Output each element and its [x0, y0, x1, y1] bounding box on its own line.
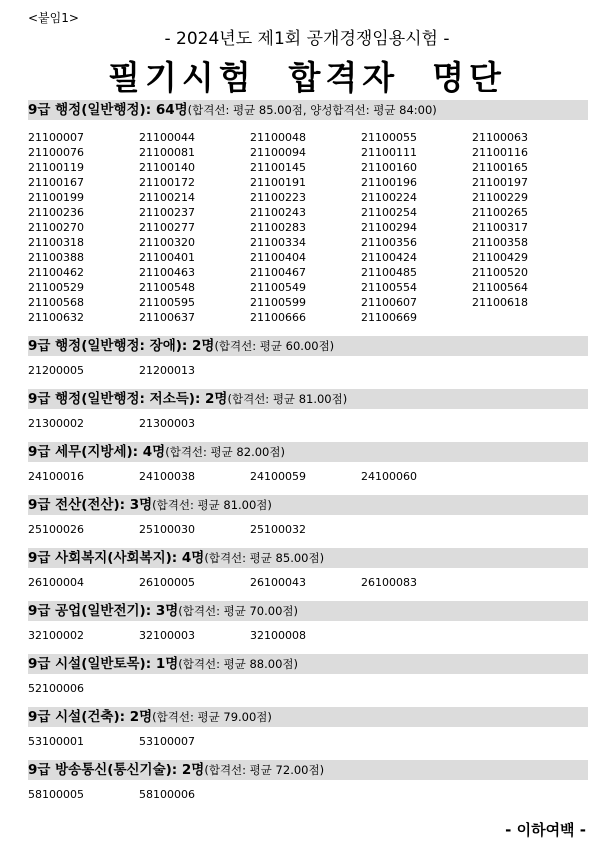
candidate-id: 21100529	[28, 281, 84, 294]
section-title: 9급 세무(지방세): 4명	[28, 444, 166, 460]
candidate-id: 21100254	[361, 206, 417, 219]
candidate-id: 21100666	[250, 311, 306, 324]
candidate-id: 21100165	[472, 161, 528, 174]
candidate-id: 21100048	[250, 131, 306, 144]
section-header	[28, 389, 588, 409]
candidate-id: 21100265	[472, 206, 528, 219]
candidate-id: 21100007	[28, 131, 84, 144]
candidate-id: 32100003	[139, 629, 195, 642]
candidate-id: 21100568	[28, 296, 84, 309]
candidate-id: 21100224	[361, 191, 417, 204]
candidate-id: 26100043	[250, 576, 306, 589]
candidate-id: 21100160	[361, 161, 417, 174]
candidate-id: 25100032	[250, 523, 306, 536]
result-section	[28, 389, 588, 442]
cutoff-note: (합격선: 평균 81.00점)	[227, 392, 348, 406]
candidate-id: 21100463	[139, 266, 195, 279]
candidate-id: 21100607	[361, 296, 417, 309]
candidate-id: 21100424	[361, 251, 417, 264]
candidate-id: 24100060	[361, 470, 417, 483]
candidate-id: 26100005	[139, 576, 195, 589]
candidate-id-list	[28, 674, 588, 707]
candidate-id: 26100083	[361, 576, 417, 589]
result-section	[28, 707, 588, 760]
cutoff-note: (합격선: 평균 85.00점)	[204, 551, 325, 565]
section-header	[28, 336, 588, 356]
document-subtitle: - 2024년도 제1회 공개경쟁임용시험 -	[164, 29, 450, 49]
candidate-id: 32100008	[250, 629, 306, 642]
candidate-id: 21100462	[28, 266, 84, 279]
section-title: 9급 행정(일반행정: 장애): 2명	[28, 338, 215, 354]
candidate-id: 58100006	[139, 788, 195, 801]
candidate-id-list	[28, 621, 588, 654]
candidate-id: 21100076	[28, 146, 84, 159]
candidate-id: 21300003	[139, 417, 195, 430]
section-title: 9급 시설(일반토목): 1명	[28, 656, 179, 672]
candidate-id: 21100145	[250, 161, 306, 174]
candidate-id: 21100172	[139, 176, 195, 189]
candidate-id: 21100632	[28, 311, 84, 324]
candidate-id: 21100618	[472, 296, 528, 309]
candidate-id: 21100401	[139, 251, 195, 264]
section-title: 9급 방송통신(통신기술): 2명	[28, 762, 205, 778]
candidate-id-list	[28, 780, 588, 813]
section-title: 9급 시설(건축): 2명	[28, 709, 153, 725]
attachment-label: <붙임1>	[28, 11, 79, 25]
section-header	[28, 495, 588, 515]
candidate-id: 21100564	[472, 281, 528, 294]
candidate-id: 21100485	[361, 266, 417, 279]
candidate-id: 21100229	[472, 191, 528, 204]
candidate-id: 24100059	[250, 470, 306, 483]
result-section	[28, 495, 588, 548]
candidate-id: 21100167	[28, 176, 84, 189]
candidate-id: 21100044	[139, 131, 195, 144]
candidate-id: 21100317	[472, 221, 528, 234]
candidate-id: 21200013	[139, 364, 195, 377]
candidate-id: 21100055	[361, 131, 417, 144]
cutoff-note: (합격선: 평균 79.00점)	[152, 710, 272, 724]
candidate-id: 21100637	[139, 311, 195, 324]
result-section	[28, 760, 588, 813]
candidate-id: 21100599	[250, 296, 306, 309]
candidate-id: 21100111	[361, 146, 417, 159]
section-header	[28, 760, 588, 780]
section-title: 9급 행정(일반행정: 저소득): 2명	[28, 391, 228, 407]
candidate-id-list	[28, 462, 588, 495]
candidate-id: 21100595	[139, 296, 195, 309]
candidate-id: 24100016	[28, 470, 84, 483]
result-section	[28, 100, 588, 336]
result-section	[28, 336, 588, 389]
candidate-id: 21100243	[250, 206, 306, 219]
results-sections	[28, 100, 588, 813]
section-header	[28, 601, 588, 621]
candidate-id: 21100358	[472, 236, 528, 249]
candidate-id: 21100197	[472, 176, 528, 189]
result-section	[28, 654, 588, 707]
candidate-id: 21100081	[139, 146, 195, 159]
candidate-id: 21200005	[28, 364, 84, 377]
candidate-id: 25100026	[28, 523, 84, 536]
candidate-id: 21100116	[472, 146, 528, 159]
candidate-id: 21100140	[139, 161, 195, 174]
cutoff-note: (합격선: 평균 81.00점)	[152, 498, 272, 512]
candidate-id-list	[28, 120, 588, 336]
section-header	[28, 707, 588, 727]
candidate-id: 21300002	[28, 417, 84, 430]
section-header	[28, 548, 588, 568]
candidate-id: 21100199	[28, 191, 84, 204]
cutoff-note: (합격선: 평균 70.00점)	[178, 604, 298, 618]
candidate-id: 21100236	[28, 206, 84, 219]
candidate-id: 24100038	[139, 470, 195, 483]
candidate-id: 21100196	[361, 176, 417, 189]
candidate-id: 58100005	[28, 788, 84, 801]
candidate-id: 21100429	[472, 251, 528, 264]
candidate-id: 21100237	[139, 206, 195, 219]
cutoff-note: (합격선: 평균 88.00점)	[178, 657, 298, 671]
candidate-id: 21100467	[250, 266, 306, 279]
candidate-id: 21100223	[250, 191, 306, 204]
candidate-id: 21100063	[472, 131, 528, 144]
result-section	[28, 548, 588, 601]
candidate-id: 25100030	[139, 523, 195, 536]
candidate-id: 32100002	[28, 629, 84, 642]
candidate-id: 53100007	[139, 735, 195, 748]
candidate-id-list	[28, 356, 588, 389]
candidate-id: 21100277	[139, 221, 195, 234]
candidate-id: 21100548	[139, 281, 195, 294]
candidate-id: 21100320	[139, 236, 195, 249]
section-header	[28, 654, 588, 674]
candidate-id-list	[28, 515, 588, 548]
section-header	[28, 100, 588, 120]
cutoff-note: (합격선: 평균 82.00점)	[165, 445, 285, 459]
result-section	[28, 601, 588, 654]
candidate-id: 21100356	[361, 236, 417, 249]
candidate-id: 21100549	[250, 281, 306, 294]
section-title: 9급 공업(일반전기): 3명	[28, 603, 179, 619]
candidate-id: 21100094	[250, 146, 306, 159]
candidate-id: 52100006	[28, 682, 84, 695]
document-title: 필기시험 합격자 명단	[108, 58, 506, 97]
candidate-id-list	[28, 568, 588, 601]
cutoff-note: (합격선: 평균 60.00점)	[214, 339, 335, 353]
candidate-id-list	[28, 409, 588, 442]
candidate-id: 26100004	[28, 576, 84, 589]
candidate-id: 21100119	[28, 161, 84, 174]
section-title: 9급 사회복지(사회복지): 4명	[28, 550, 205, 566]
candidate-id: 21100554	[361, 281, 417, 294]
section-header	[28, 442, 588, 462]
candidate-id: 21100404	[250, 251, 306, 264]
candidate-id: 21100191	[250, 176, 306, 189]
cutoff-note: (합격선: 평균 72.00점)	[204, 763, 325, 777]
candidate-id: 21100388	[28, 251, 84, 264]
candidate-id: 21100270	[28, 221, 84, 234]
candidate-id: 53100001	[28, 735, 84, 748]
candidate-id: 21100294	[361, 221, 417, 234]
candidate-id: 21100334	[250, 236, 306, 249]
candidate-id: 21100214	[139, 191, 195, 204]
cutoff-note: (합격선: 평균 85.00점, 양성합격선: 평균 84:00)	[187, 103, 437, 117]
candidate-id: 21100318	[28, 236, 84, 249]
candidate-id: 21100520	[472, 266, 528, 279]
section-title: 9급 행정(일반행정): 64명	[28, 102, 188, 118]
end-of-document-note: - 이하여백 -	[505, 821, 586, 839]
candidate-id: 21100669	[361, 311, 417, 324]
section-title: 9급 전산(전산): 3명	[28, 497, 153, 513]
candidate-id-list	[28, 727, 588, 760]
result-section	[28, 442, 588, 495]
candidate-id: 21100283	[250, 221, 306, 234]
